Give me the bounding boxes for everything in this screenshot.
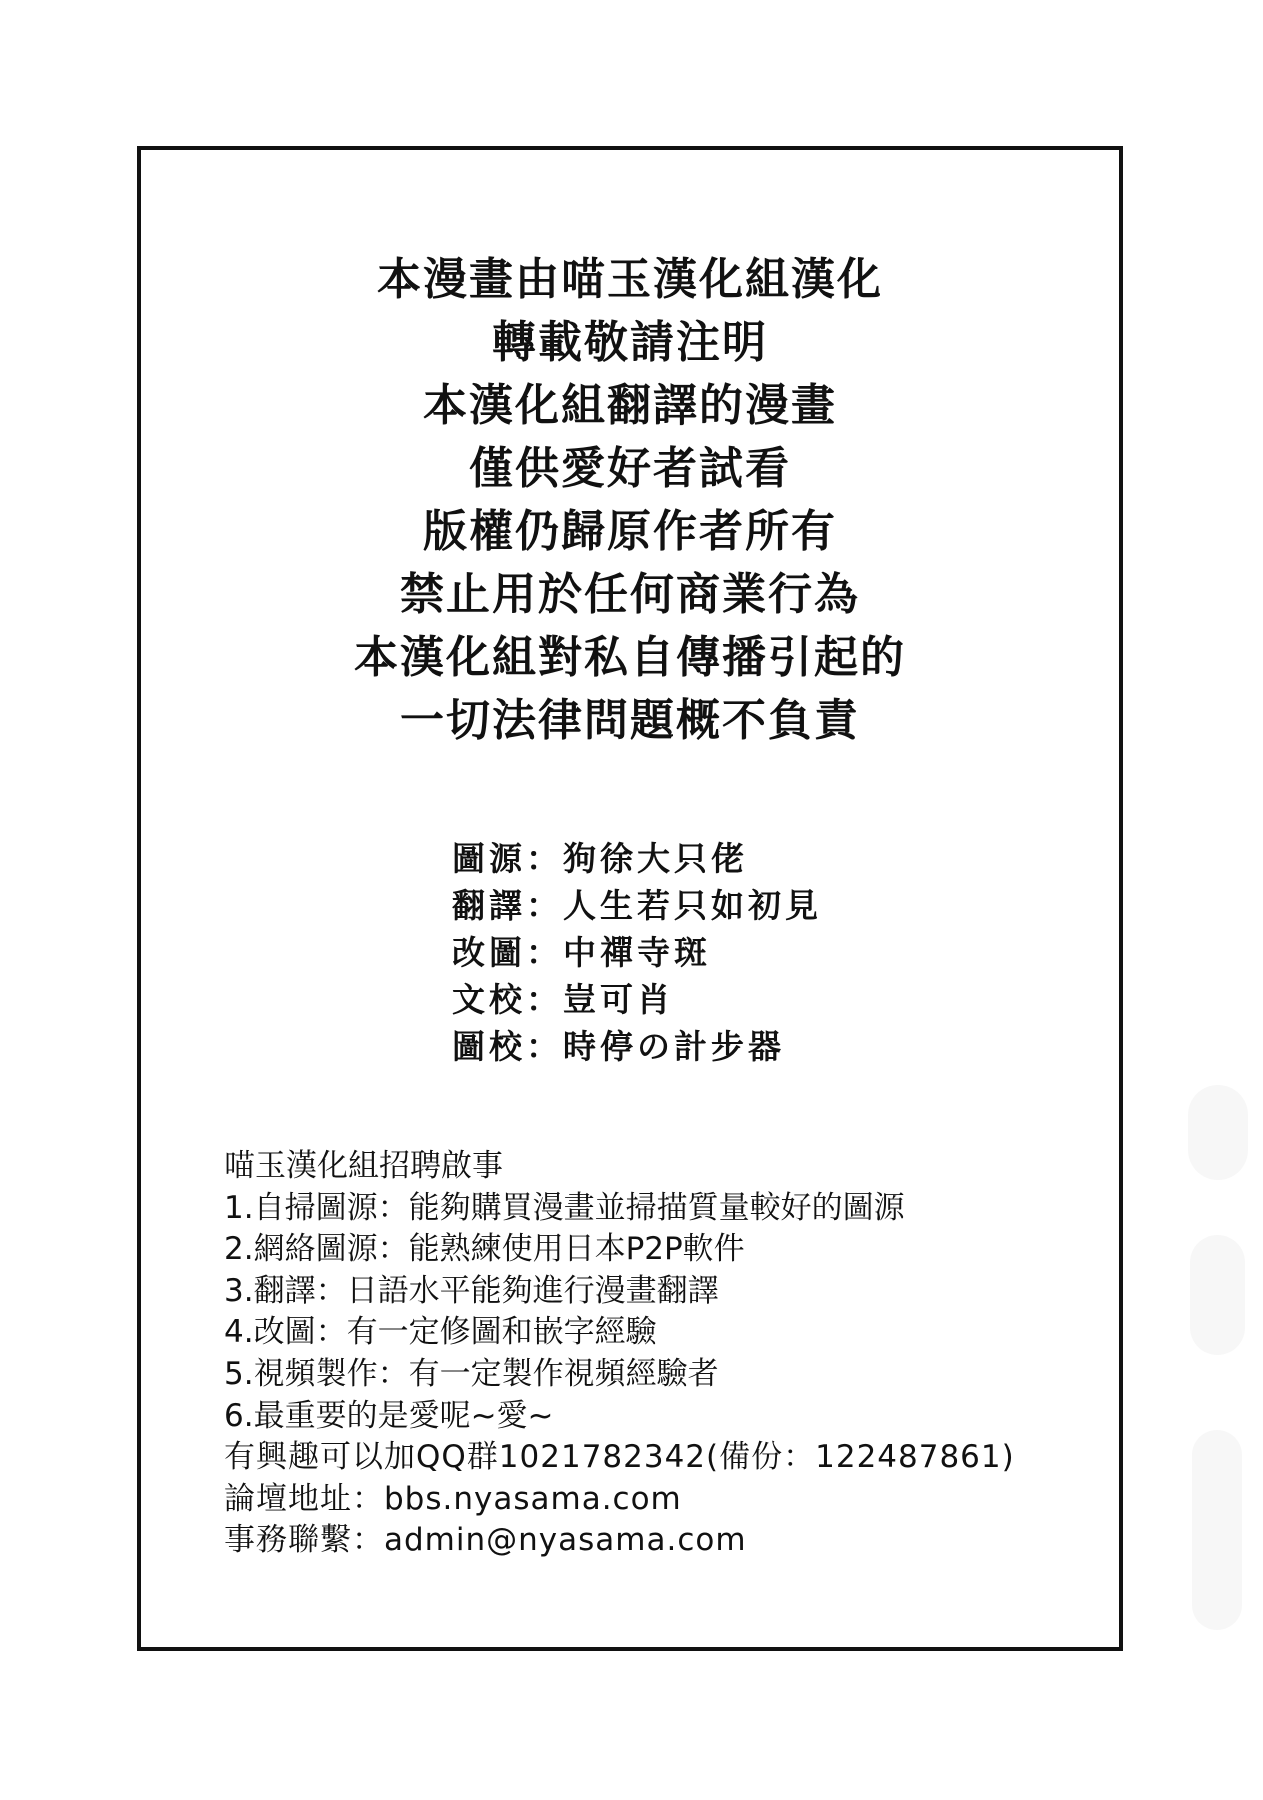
bleed-through-mark [1190,1235,1245,1355]
bleed-through-mark [1188,1085,1248,1180]
credit-row-source [452,835,822,882]
recruitment-item: 3.翻譯：日語水平能夠進行漫畫翻譯 [224,1272,719,1309]
credit-role: 改圖 [452,933,526,972]
credit-row-proofreading [452,976,822,1023]
credit-role: 圖校 [452,1027,526,1066]
notice-line: 本漫畫由喵玉漢化組漢化 [377,254,883,305]
notice-line: 禁止用於任何商業行為 [400,569,860,620]
notice-line: 本漢化組對私自傳播引起的 [354,632,906,683]
notice-line: 本漢化組翻譯的漫畫 [423,380,837,431]
bleed-through-mark [1192,1430,1242,1630]
credit-name: 人生若只如初見 [563,886,822,925]
recruitment-item: 4.改圖：有一定修圖和嵌字經驗 [224,1314,657,1351]
copyright-notice [137,248,1123,752]
credit-row-translation [452,882,822,929]
credit-separator: ： [526,886,563,925]
notice-line: 版權仍歸原作者所有 [423,506,837,557]
credit-name: 時停の計步器 [563,1027,785,1066]
recruitment-item: 5.視頻製作：有一定製作視頻經驗者 [224,1355,719,1392]
recruitment-notice [224,1146,1015,1562]
credit-role: 文校 [452,980,526,1019]
credit-separator: ： [526,839,563,878]
credit-separator: ： [526,980,563,1019]
credits-list [452,835,822,1070]
notice-line: 轉載敬請注明 [492,317,768,368]
notice-line: 一切法律問題概不負責 [400,695,860,746]
credit-row-image-check [452,1023,822,1070]
credit-name: 中禪寺斑 [563,933,711,972]
qq-group-line: 有興趣可以加QQ群1021782342(備份：122487861) [224,1439,1015,1476]
credit-separator: ： [526,1027,563,1066]
credit-name: 狗徐大只佬 [563,839,748,878]
credit-name: 豈可肖 [563,980,674,1019]
credit-separator: ： [526,933,563,972]
recruitment-title: 喵玉漢化組招聘啟事 [224,1148,503,1184]
contact-line: 事務聯繫：admin@nyasama.com [224,1522,747,1559]
recruitment-item: 2.網絡圖源：能熟練使用日本P2P軟件 [224,1231,745,1268]
credit-row-editing [452,929,822,976]
credit-role: 圖源 [452,839,526,878]
recruitment-item: 1.自掃圖源：能夠購買漫畫並掃描質量較好的圖源 [224,1189,905,1226]
forum-address-line: 論壇地址：bbs.nyasama.com [224,1480,682,1517]
credit-role: 翻譯 [452,886,526,925]
notice-line: 僅供愛好者試看 [469,443,791,494]
recruitment-item: 6.最重要的是愛呢~愛~ [224,1397,554,1434]
